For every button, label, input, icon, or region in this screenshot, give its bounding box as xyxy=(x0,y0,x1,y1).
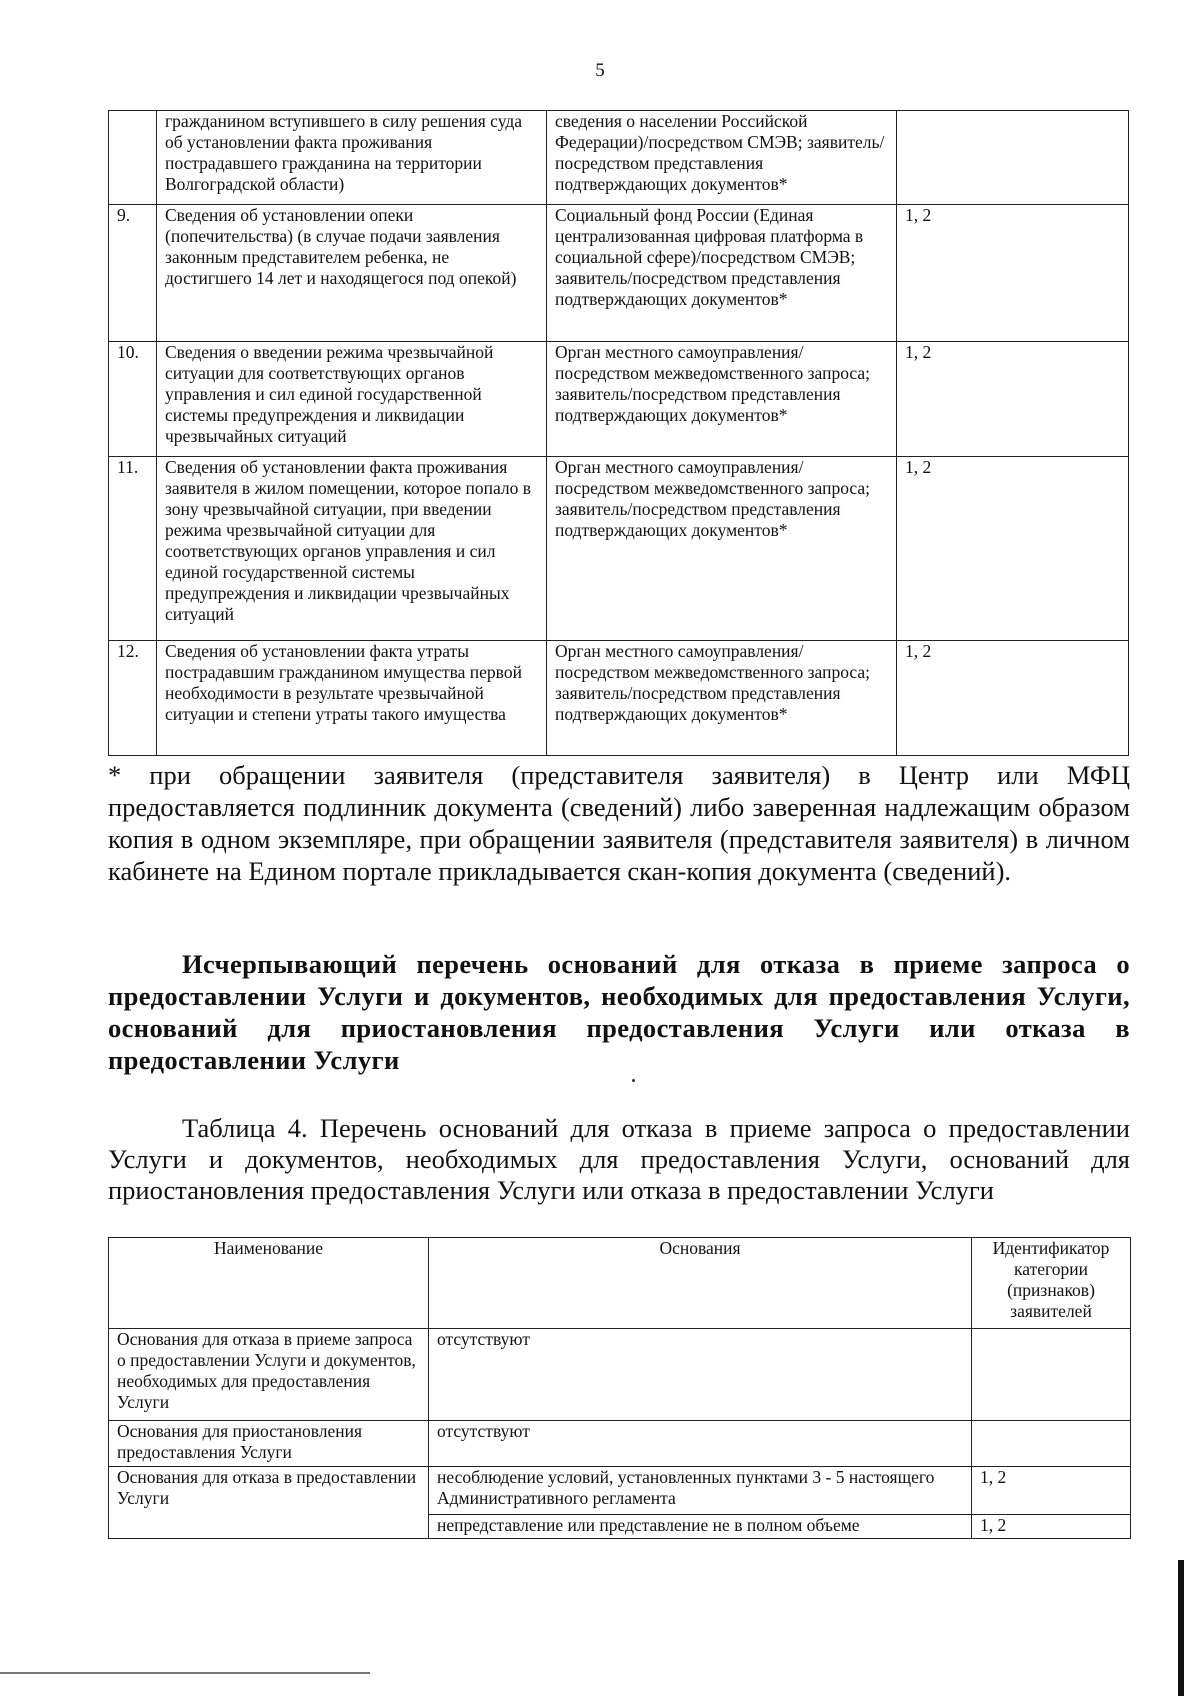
applicant-category: 1, 2 xyxy=(897,457,1129,641)
ground-basis: несоблюдение условий, установленных пунктами 3 - 5 настоящего Административного регламента xyxy=(429,1467,972,1515)
ground-identifier: 1, 2 xyxy=(972,1515,1131,1539)
row-number: 9. xyxy=(109,205,157,342)
footnote: * при обращении заявителя (представителя заявителя) в Центр или МФЦ предоставляется подлинник документа (сведений) либо заверенная надлежащим образом копия в одном экземпляре, при обращении заявителя (представителя заявителя) в личном кабинете на Едином портале прикладывается скан-копия документа (сведений). xyxy=(108,760,1130,886)
scan-edge-mark xyxy=(1178,1560,1184,1696)
column-header-basis: Основания xyxy=(429,1238,972,1329)
document-source: Социальный фонд России (Единая централизованная цифровая платформа в социальной сфере)/посредством СМЭВ; заявитель/посредством представления подтверждающих документов* xyxy=(547,205,897,342)
scan-speck xyxy=(632,1079,635,1082)
ground-basis: отсутствуют xyxy=(429,1421,972,1467)
page-number: 5 xyxy=(595,60,605,81)
table-row xyxy=(109,342,1129,457)
row-number: 12. xyxy=(109,641,157,756)
table-row xyxy=(109,1467,1131,1515)
table-row xyxy=(109,1329,1131,1421)
ground-name: Основания для отказа в приеме запроса о предоставлении Услуги и документов, необходимых для предоставления Услуги xyxy=(109,1329,429,1421)
table-caption: Таблица 4. Перечень оснований для отказа в приеме запроса о предоставлении Услуги и документов, необходимых для предоставления Услуги, оснований для приостановления предоставления Услуги или отказа в предоставлении Услуги xyxy=(108,1113,1130,1205)
document-source: Орган местного самоуправления/посредством межведомственного запроса; заявитель/посредством представления подтверждающих документов* xyxy=(547,342,897,457)
ground-identifier: 1, 2 xyxy=(972,1467,1131,1515)
table-row xyxy=(109,205,1129,342)
refusal-grounds-table xyxy=(108,1237,1131,1539)
row-number: 11. xyxy=(109,457,157,641)
row-number xyxy=(109,111,157,205)
document-name: гражданином вступившего в силу решения суда об установлении факта проживания пострадавшего гражданина на территории Волгоградской области) xyxy=(157,111,547,205)
applicant-category: 1, 2 xyxy=(897,641,1129,756)
ground-name: Основания для отказа в предоставлении Услуги xyxy=(109,1467,429,1539)
table-row xyxy=(109,1421,1131,1467)
document-name: Сведения об установлении факта утраты пострадавшим гражданином имущества первой необходимости в результате чрезвычайной ситуации и степени утраты такого имущества xyxy=(157,641,547,756)
document-source: Орган местного самоуправления/посредством межведомственного запроса; заявитель/посредством представления подтверждающих документов* xyxy=(547,457,897,641)
table-row xyxy=(109,457,1129,641)
ground-basis: непредставление или представление не в полном объеме xyxy=(429,1515,972,1539)
ground-identifier xyxy=(972,1421,1131,1467)
applicant-category xyxy=(897,111,1129,205)
table-row xyxy=(109,111,1129,205)
ground-basis: отсутствуют xyxy=(429,1329,972,1421)
table-header-row xyxy=(109,1238,1131,1329)
applicant-category: 1, 2 xyxy=(897,342,1129,457)
ground-name: Основания для приостановления предоставления Услуги xyxy=(109,1421,429,1467)
document-name: Сведения об установлении факта проживания заявителя в жилом помещении, которое попало в зону чрезвычайной ситуации, при введении режима чрезвычайной ситуации для соответствующих органов управления и сил единой государственной системы предупреждения и ликвидации чрезвычайных ситуаций xyxy=(157,457,547,641)
table-row xyxy=(109,641,1129,756)
document-name: Сведения о введении режима чрезвычайной ситуации для соответствующих органов управления и сил единой государственной системы предупреждения и ликвидации чрезвычайных ситуаций xyxy=(157,342,547,457)
row-number: 10. xyxy=(109,342,157,457)
ground-identifier xyxy=(972,1329,1131,1421)
section-heading: Исчерпывающий перечень оснований для отказа в приеме запроса о предоставлении Услуги и документов, необходимых для предоставления Услуги, оснований для приостановления предоставления Услуги или отказа в предоставлении Услуги xyxy=(108,949,1130,1075)
document-source: Орган местного самоуправления/посредством межведомственного запроса; заявитель/посредством представления подтверждающих документов* xyxy=(547,641,897,756)
applicant-category: 1, 2 xyxy=(897,205,1129,342)
column-header-name: Наименование xyxy=(109,1238,429,1329)
document-source: сведения о населении Российской Федерации)/посредством СМЭВ; заявитель/посредством представления подтверждающих документов* xyxy=(547,111,897,205)
document-name: Сведения об установлении опеки (попечительства) (в случае подачи заявления законным представителем ребенка, не достигшего 14 лет и находящегося под опекой) xyxy=(157,205,547,342)
scan-bottom-rule xyxy=(0,1672,370,1674)
documents-table xyxy=(108,110,1129,756)
column-header-identifier: Идентификатор категории (признаков) заявителей xyxy=(972,1238,1131,1329)
